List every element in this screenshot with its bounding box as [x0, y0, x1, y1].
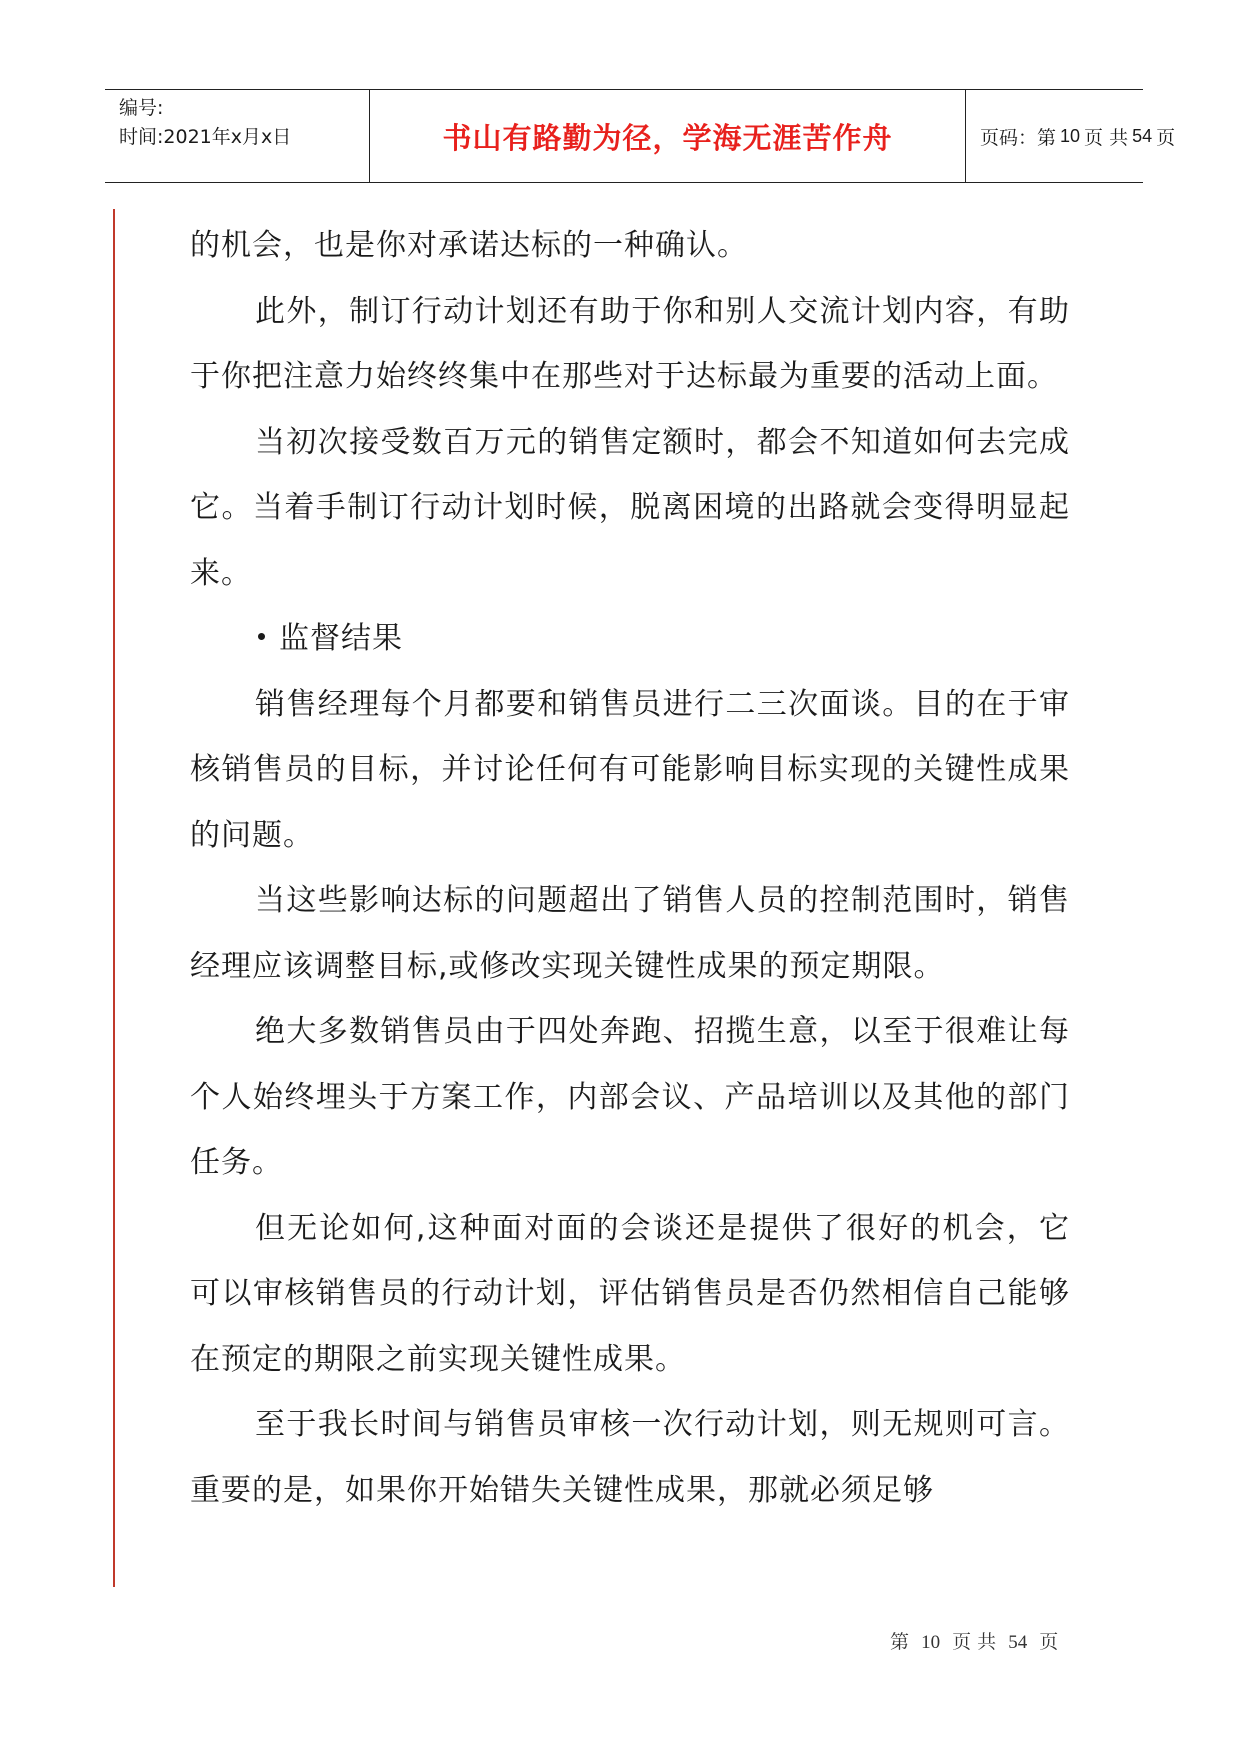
page-footer	[890, 1627, 1058, 1654]
bullet-text: 监督结果	[279, 621, 403, 656]
bullet-item	[190, 606, 1070, 672]
bullet-dot-icon	[258, 633, 265, 640]
paragraph: 绝大多数销售员由于四处奔跑、招揽生意，以至于很难让每个人始终埋头于方案工作，内部会议、产品培训以及其他的部门任务。	[190, 1014, 1070, 1180]
page-code-mid: 页 共	[1084, 126, 1129, 149]
footer-prefix: 第	[890, 1631, 910, 1653]
page-code-suffix: 页	[1156, 126, 1176, 149]
time-label: 时间:2021年x月x日	[119, 126, 292, 148]
footer-mid: 页 共	[952, 1631, 997, 1653]
page-code-current: 10	[1060, 125, 1081, 146]
left-margin-rule	[113, 209, 115, 1587]
paragraph: 当这些影响达标的问题超出了销售人员的控制范围时，销售经理应该调整目标,或修改实现关键性成果的预定期限。	[190, 883, 1070, 984]
page-header	[105, 89, 1176, 183]
document-body	[190, 213, 1070, 1523]
footer-suffix: 页	[1039, 1631, 1059, 1653]
motto-text: 书山有路勤为径，学海无涯苦作舟	[442, 120, 893, 155]
footer-total-pages: 54	[1008, 1632, 1028, 1653]
paragraph: 当初次接受数百万元的销售定额时，都会不知道如何去完成它。当着手制订行动计划时候，脱离困境的出路就会变得明显起来。	[190, 424, 1070, 591]
footer-current-page: 10	[921, 1632, 941, 1653]
header-page-code	[966, 90, 1176, 182]
header-meta	[105, 90, 370, 182]
page-code-total: 54	[1132, 125, 1153, 146]
page-code-prefix: 页码：第	[980, 126, 1057, 149]
serial-label: 编号:	[119, 97, 164, 119]
paragraph: 的机会，也是你对承诺达标的一种确认。	[190, 228, 748, 263]
header-motto-cell	[370, 90, 966, 182]
paragraph: 销售经理每个月都要和销售员进行二三次面谈。目的在于审核销售员的目标，并讨论任何有可能影响目标实现的关键性成果的问题。	[190, 686, 1070, 853]
paragraph: 至于我长时间与销售员审核一次行动计划，则无规则可言。重要的是，如果你开始错失关键性成果，那就必须足够	[190, 1407, 1070, 1508]
paragraph: 但无论如何,这种面对面的会谈还是提供了很好的机会，它可以审核销售员的行动计划，评估销售员是否仍然相信自己能够在预定的期限之前实现关键性成果。	[190, 1210, 1070, 1377]
paragraph: 此外，制订行动计划还有助于你和别人交流计划内容，有助于你把注意力始终终集中在那些对于达标最为重要的活动上面。	[190, 293, 1070, 394]
